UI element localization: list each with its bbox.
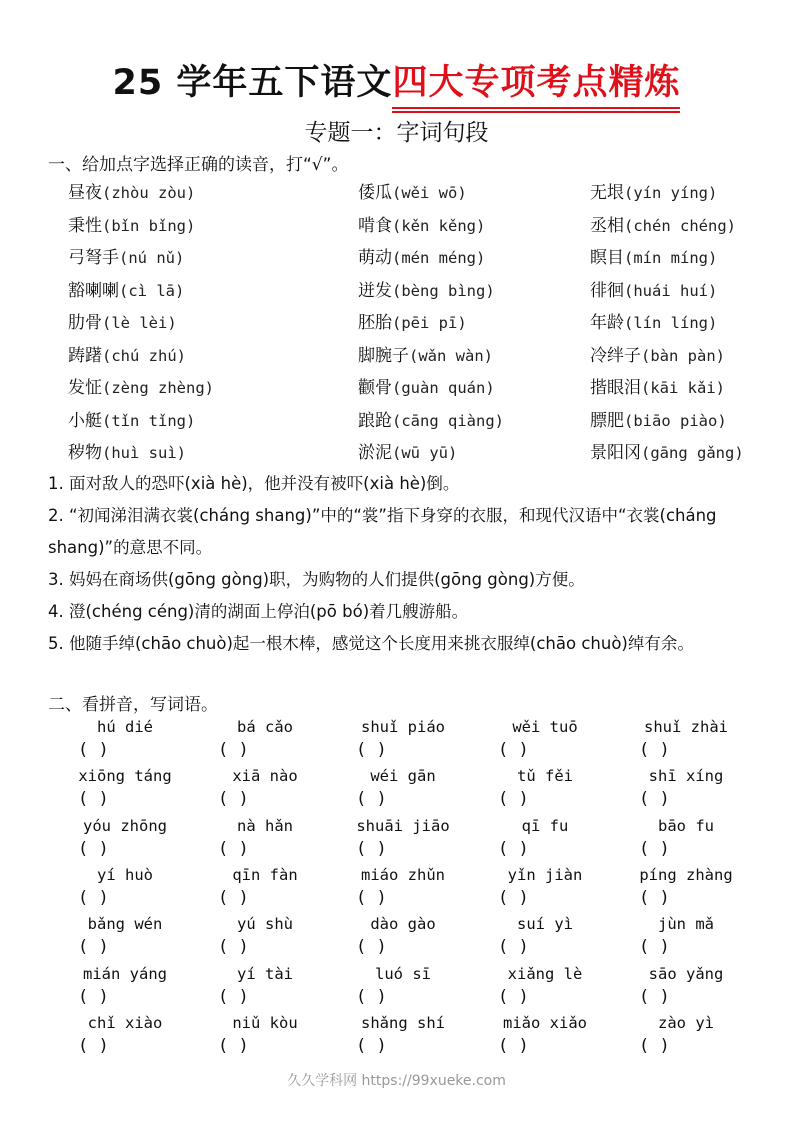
- item-pinyin-options[interactable]: (lín líng): [624, 314, 718, 332]
- pinyin-prompt: yí huò: [97, 865, 153, 884]
- pinyin-prompt: dào gào: [370, 915, 436, 934]
- answer-blank[interactable]: ( ): [78, 937, 109, 958]
- title-red: 四大专项考点精炼: [392, 55, 680, 105]
- pinyin-prompt: zào yì: [658, 1013, 714, 1032]
- item-pinyin-options[interactable]: (chén chéng): [624, 216, 736, 235]
- pinyin-prompt: miáo zhǔn: [361, 865, 445, 884]
- item-word: 啃食: [358, 215, 392, 236]
- pronunciation-item: [590, 243, 717, 268]
- item-pinyin-options[interactable]: (huì suì): [102, 444, 186, 462]
- answer-blank[interactable]: ( ): [78, 986, 109, 1007]
- pronunciation-item: [358, 276, 495, 301]
- item-pinyin-options[interactable]: (chú zhú): [102, 346, 186, 365]
- item-word: 胚胎: [358, 313, 392, 333]
- answer-blank[interactable]: ( ): [639, 1035, 670, 1056]
- item-pinyin-options[interactable]: (wū yū): [392, 444, 458, 462]
- pronunciation-item: [590, 438, 744, 463]
- pronunciation-item: [358, 438, 457, 463]
- item-pinyin-options[interactable]: (bàn pàn): [641, 346, 725, 365]
- answer-blank[interactable]: ( ): [356, 1035, 387, 1056]
- item-pinyin-options[interactable]: (kěn kěng): [392, 216, 486, 235]
- pinyin-prompt: tǔ fěi: [517, 767, 573, 786]
- section1-heading: 一、给加点字选择正确的读音，打“√”。: [48, 155, 349, 175]
- pinyin-prompt: nà hǎn: [237, 816, 293, 835]
- answer-blank[interactable]: ( ): [218, 887, 249, 908]
- pinyin-prompt: bāo fu: [658, 816, 714, 835]
- answer-blank[interactable]: ( ): [498, 986, 529, 1007]
- pronunciation-item: [358, 178, 467, 203]
- item-word: 膘肥: [590, 410, 624, 431]
- item-word: 秉性: [68, 215, 102, 236]
- pronunciation-item: [68, 341, 186, 366]
- sentence-item: 4. 澄(chéng céng)清的湖面上停泊(pō bó)着几艘游船。: [48, 602, 469, 621]
- item-word: 踉跄: [358, 410, 392, 431]
- answer-blank[interactable]: ( ): [218, 986, 249, 1007]
- pinyin-prompt: luó sī: [375, 964, 431, 983]
- pronunciation-item: [68, 211, 195, 236]
- item-pinyin-options[interactable]: (biāo piào): [624, 411, 727, 430]
- item-pinyin-options[interactable]: (lè lèi): [102, 314, 177, 332]
- item-word: 昼夜: [68, 183, 102, 203]
- item-pinyin-options[interactable]: (zhòu zòu): [102, 184, 196, 202]
- item-pinyin-options[interactable]: (huái huí): [624, 281, 718, 300]
- item-pinyin-options[interactable]: (mín míng): [624, 249, 718, 267]
- answer-blank[interactable]: ( ): [498, 740, 529, 760]
- pinyin-prompt: yú shù: [237, 915, 293, 934]
- footer-watermark: 久久学科网 https://99xueke.com: [287, 1073, 506, 1089]
- item-word: 脚腕子: [358, 345, 409, 366]
- pronunciation-item: [68, 178, 195, 203]
- answer-blank[interactable]: ( ): [639, 740, 670, 760]
- pinyin-prompt: píng zhàng: [639, 865, 733, 884]
- sentence-item: 3. 妈妈在商场供(gōng gòng)职，为购物的人们提供(gōng gòng)方便。: [48, 570, 585, 589]
- item-pinyin-options[interactable]: (pēi pī): [392, 314, 467, 332]
- pronunciation-item: [590, 178, 717, 203]
- item-word: 瞑目: [590, 248, 624, 268]
- answer-blank[interactable]: ( ): [498, 1035, 529, 1056]
- item-pinyin-options[interactable]: (guàn quán): [392, 379, 495, 397]
- item-word: 丞相: [590, 215, 624, 236]
- pinyin-prompt: bá cǎo: [237, 718, 293, 736]
- pinyin-prompt: jùn mǎ: [658, 915, 714, 934]
- pronunciation-item: [358, 373, 495, 398]
- pronunciation-item: [590, 308, 717, 333]
- pinyin-prompt: shī xíng: [648, 767, 724, 786]
- answer-blank[interactable]: ( ): [356, 986, 387, 1007]
- pinyin-prompt: shǎng shí: [361, 1013, 445, 1032]
- answer-blank[interactable]: ( ): [498, 887, 529, 908]
- pinyin-prompt: yí tài: [237, 964, 293, 983]
- item-word: 踌躇: [68, 345, 102, 366]
- item-word: 萌动: [358, 248, 392, 268]
- item-pinyin-options[interactable]: (cāng qiàng): [392, 411, 504, 430]
- pronunciation-item: [590, 406, 727, 431]
- answer-blank[interactable]: ( ): [218, 838, 249, 859]
- answer-blank[interactable]: ( ): [498, 937, 529, 958]
- answer-blank[interactable]: ( ): [78, 789, 109, 810]
- pinyin-prompt: qīn fàn: [232, 865, 298, 884]
- item-word: 年龄: [590, 313, 624, 333]
- pinyin-prompt: xiǎng lè: [507, 964, 583, 983]
- item-pinyin-options[interactable]: (cì lā): [119, 281, 185, 300]
- item-word: 景阳冈: [590, 443, 641, 463]
- answer-blank[interactable]: ( ): [218, 740, 249, 760]
- item-word: 无垠: [590, 183, 624, 203]
- subtitle: 专题一：字词句段: [304, 120, 489, 146]
- answer-blank[interactable]: ( ): [78, 1035, 109, 1056]
- answer-blank[interactable]: ( ): [356, 740, 387, 760]
- pinyin-prompt: shuāi jiāo: [356, 816, 450, 835]
- sentence-item: 1. 面对敌人的恐吓(xià hè)，他并没有被吓(xià hè)倒。: [48, 474, 460, 493]
- pronunciation-item: [68, 276, 184, 301]
- item-word: 肋骨: [68, 313, 102, 333]
- pinyin-prompt: yóu zhōng: [83, 816, 167, 835]
- pinyin-prompt: suí yì: [517, 915, 573, 934]
- item-pinyin-options[interactable]: (wěi wō): [392, 184, 467, 202]
- pinyin-prompt: xiōng táng: [78, 767, 172, 786]
- sentence-item: 2. “初闻涕泪满衣裳(cháng shang)”中的“裳”指下身穿的衣服，和现代汉语中“衣裳(cháng shang)”的意思不同。: [48, 506, 717, 557]
- pinyin-prompt: hú dié: [97, 718, 153, 736]
- sentence-item: 5. 他随手绰(chāo chuò)起一根木棒，感觉这个长度用来挑衣服绰(chāo chuò)绰有余。: [48, 634, 694, 653]
- answer-blank[interactable]: ( ): [639, 887, 670, 908]
- answer-blank[interactable]: ( ): [78, 838, 109, 859]
- pinyin-prompt: wéi gān: [370, 767, 436, 786]
- item-word: 淤泥: [358, 443, 392, 463]
- answer-blank[interactable]: ( ): [356, 838, 387, 859]
- item-word: 豁喇喇: [68, 280, 119, 301]
- pronunciation-item: [358, 406, 504, 431]
- item-word: 徘徊: [590, 280, 624, 301]
- item-word: 迸发: [358, 280, 392, 301]
- answer-blank[interactable]: ( ): [218, 789, 249, 810]
- pronunciation-item: [68, 308, 177, 333]
- answer-blank[interactable]: ( ): [78, 887, 109, 908]
- pronunciation-item: [590, 341, 725, 366]
- answer-blank[interactable]: ( ): [218, 937, 249, 958]
- pronunciation-item: [358, 308, 467, 333]
- item-word: 揩眼泪: [590, 378, 641, 398]
- answer-blank[interactable]: ( ): [639, 986, 670, 1007]
- pinyin-prompt: wěi tuō: [512, 718, 578, 736]
- item-pinyin-options[interactable]: (nú nǔ): [119, 249, 185, 267]
- item-pinyin-options[interactable]: (mén méng): [392, 249, 486, 267]
- answer-blank[interactable]: ( ): [639, 838, 670, 859]
- item-pinyin-options[interactable]: (kāi kǎi): [641, 379, 725, 397]
- pronunciation-item: [590, 276, 717, 301]
- item-word: 弓弩手: [68, 248, 119, 268]
- pronunciation-item: [68, 243, 184, 268]
- pinyin-prompt: yǐn jiàn: [507, 865, 583, 884]
- pronunciation-item: [358, 211, 485, 236]
- item-word: 发怔: [68, 378, 102, 398]
- pronunciation-item: [358, 341, 493, 366]
- answer-blank[interactable]: ( ): [356, 937, 387, 958]
- item-pinyin-options[interactable]: (gāng gǎng): [641, 444, 744, 462]
- item-word: 秽物: [68, 443, 102, 463]
- pinyin-prompt: xiā nào: [232, 767, 298, 786]
- pinyin-prompt: shuǐ zhài: [644, 718, 728, 736]
- item-word: 倭瓜: [358, 183, 392, 203]
- item-word: 小艇: [68, 410, 102, 431]
- pronunciation-item: [590, 211, 736, 236]
- pinyin-prompt: sāo yǎng: [648, 964, 724, 983]
- item-pinyin-options[interactable]: (yín yíng): [624, 184, 718, 202]
- title-black: 25 学年五下语文: [112, 63, 393, 103]
- pinyin-prompt: niǔ kòu: [232, 1013, 298, 1032]
- section2-heading: 二、看拼音，写词语。: [48, 695, 218, 715]
- item-pinyin-options[interactable]: (bèng bìng): [392, 281, 495, 300]
- pronunciation-item: [68, 438, 186, 463]
- document-title: [0, 55, 793, 105]
- pinyin-prompt: miǎo xiǎo: [503, 1013, 587, 1032]
- pronunciation-item: [68, 406, 195, 431]
- answer-blank[interactable]: ( ): [78, 740, 109, 760]
- answer-blank[interactable]: ( ): [218, 1035, 249, 1056]
- answer-blank[interactable]: ( ): [498, 838, 529, 859]
- pinyin-prompt: bǎng wén: [87, 915, 163, 934]
- pronunciation-item: [358, 243, 485, 268]
- item-pinyin-options[interactable]: (wǎn wàn): [409, 346, 493, 365]
- pronunciation-item: [590, 373, 725, 398]
- pinyin-prompt: shuǐ piáo: [361, 718, 445, 736]
- item-word: 颧骨: [358, 378, 392, 398]
- item-pinyin-options[interactable]: (bǐn bǐng): [102, 216, 196, 235]
- pinyin-prompt: chǐ xiào: [87, 1013, 163, 1032]
- pronunciation-item: [68, 373, 214, 398]
- pinyin-prompt: mián yáng: [83, 964, 167, 983]
- answer-blank[interactable]: ( ): [356, 887, 387, 908]
- answer-blank[interactable]: ( ): [639, 789, 670, 810]
- pinyin-prompt: qī fu: [521, 816, 569, 835]
- item-pinyin-options[interactable]: (tǐn tǐng): [102, 411, 196, 430]
- answer-blank[interactable]: ( ): [639, 937, 670, 958]
- answer-blank[interactable]: ( ): [498, 789, 529, 810]
- item-pinyin-options[interactable]: (zèng zhèng): [102, 379, 214, 397]
- item-word: 冷绊子: [590, 345, 641, 366]
- answer-blank[interactable]: ( ): [356, 789, 387, 810]
